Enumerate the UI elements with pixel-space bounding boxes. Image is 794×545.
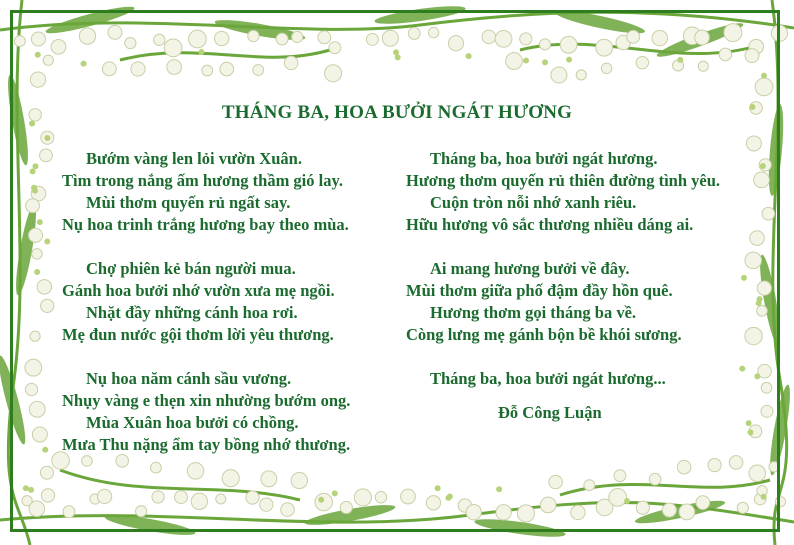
poem-line: Mùi thơm quyến rủ ngất say. bbox=[86, 193, 291, 212]
poem-title: THÁNG BA, HOA BƯỞI NGÁT HƯƠNG bbox=[221, 102, 573, 123]
poem-line: Chợ phiên kẻ bán người mua. bbox=[86, 259, 296, 278]
poem-line: Bướm vàng len lỏi vườn Xuân. bbox=[86, 149, 302, 168]
poem-line: Mưa Thu nặng ẩm tay bồng nhớ thương. bbox=[62, 435, 351, 454]
poem-line: Hữu hương vô sắc thương nhiều dáng ai. bbox=[406, 215, 694, 234]
poem-line: Nhụy vàng e thẹn xin nhường bướm ong. bbox=[62, 391, 351, 410]
poem-line: Tháng ba, hoa bưởi ngát hương. bbox=[430, 149, 658, 168]
poem-line: Gánh hoa bưởi nhớ vườn xưa mẹ ngồi. bbox=[62, 281, 335, 300]
poem-line: Mùi thơm giữa phố đậm đầy hồn quê. bbox=[406, 281, 673, 300]
poem-line: Hương thơm quyến rủ thiên đường tình yêu. bbox=[406, 171, 721, 190]
poem-line: Nụ hoa trinh trắng hương bay theo mùa. bbox=[62, 215, 349, 234]
poem-line: Nụ hoa năm cánh sầu vương. bbox=[86, 369, 292, 388]
poem-line: Tìm trong nắng ấm hương thầm gió lay. bbox=[62, 171, 343, 190]
left-column bbox=[62, 148, 350, 456]
poem-line: Mùa Xuân hoa bưởi có chồng. bbox=[86, 413, 299, 432]
poem-line: Ai mang hương bưởi về đây. bbox=[430, 259, 630, 278]
poem-line: Mẹ đun nước gội thơm lời yêu thương. bbox=[62, 325, 334, 344]
poem-line: Tháng ba, hoa bưởi ngát hương... bbox=[430, 369, 666, 388]
right-column bbox=[406, 148, 720, 424]
author-signature: Đỗ Công Luận bbox=[498, 403, 602, 422]
poem-line: Hương thơm gọi tháng ba về. bbox=[430, 303, 637, 322]
poem-line: Cuộn tròn nỗi nhớ xanh riêu. bbox=[430, 193, 637, 212]
poem-line: Còng lưng mẹ gánh bộn bề khói sương. bbox=[406, 325, 682, 344]
poem-line: Nhặt đầy những cánh hoa rơi. bbox=[86, 303, 298, 322]
